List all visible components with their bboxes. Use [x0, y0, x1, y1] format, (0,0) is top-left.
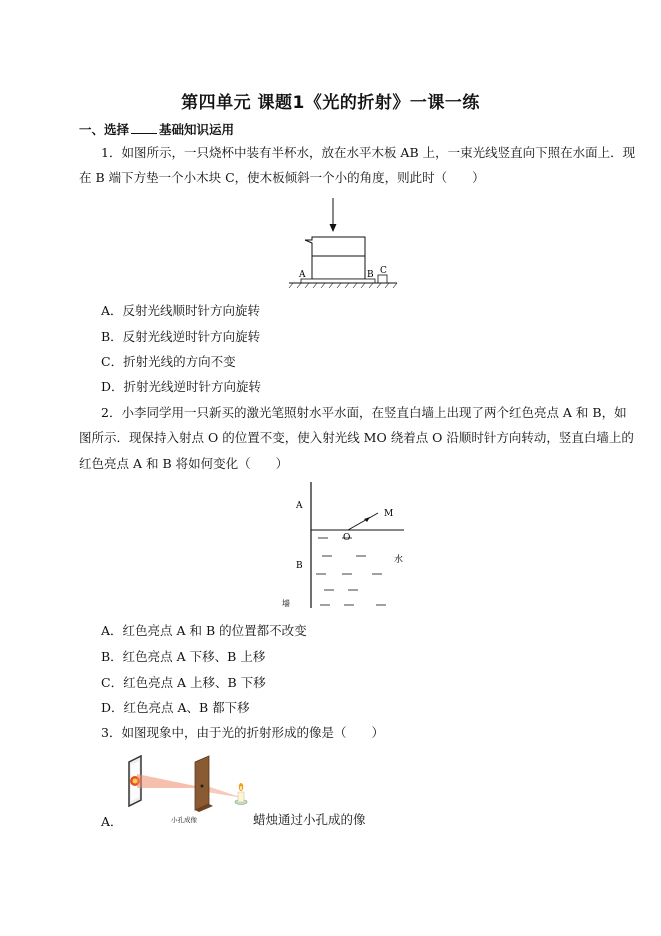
q1-option-d: D．折射光线逆时针方向旋转: [101, 379, 262, 394]
q1-option-b: B．反射光线逆时针方向旋转: [101, 329, 261, 344]
q2-figure-laser: [280, 482, 415, 614]
q1-label-c: C: [380, 266, 387, 276]
pinhole-caption: 小孔成像: [171, 816, 197, 824]
q1-label-b: B: [367, 270, 374, 280]
q2-option-d: D．红色亮点 A、B 都下移: [101, 700, 250, 715]
q2-label-m: M: [384, 509, 394, 519]
q2-label-o: O: [343, 533, 351, 543]
q3-line-1: 3．如图现象中，由于光的折射形成的像是（ ）: [101, 725, 384, 740]
page-title: 第四单元 课题1《光的折射》一课一练: [181, 93, 480, 113]
q2-line-3: 红色亮点 A 和 B 将如何变化（ ）: [79, 456, 289, 471]
q2-option-b: B．红色亮点 A 下移、B 上移: [101, 649, 266, 664]
section-prefix: 一、选择: [79, 122, 130, 137]
section-suffix: 基础知识运用: [159, 122, 235, 137]
q2-label-water: 水: [394, 555, 404, 565]
blank-line: [131, 123, 157, 134]
q1-option-a: A．反射光线顺时针方向旋转: [101, 303, 261, 318]
q1-figure-beaker: [285, 195, 405, 290]
pinhole-camera-figure: [123, 752, 253, 824]
q2-line-2: 图所示．现保持入射点 O 的位置不变，使入射光线 MO 绕着点 O 沿顺时针方向转动，竖直白墙上的: [79, 430, 634, 445]
q1-option-c: C．折射光线的方向不变: [101, 354, 236, 369]
q3-option-a-text: 蜡烛通过小孔成的像: [253, 812, 366, 827]
q1-label-a: A: [299, 270, 306, 280]
section-heading: [79, 120, 234, 138]
q1-line-1: 1．如图所示，一只烧杯中装有半杯水，放在水平木板 AB 上，一束光线竖直向下照在水面上．现: [101, 145, 636, 160]
q2-line-1: 2．小李同学用一只新买的激光笔照射水平水面，在竖直白墙上出现了两个红色亮点 A 和 B，如: [101, 405, 627, 420]
q2-label-wall: 墙: [282, 599, 290, 608]
q2-option-c: C．红色亮点 A 上移、B 下移: [101, 675, 266, 690]
q2-label-b: B: [296, 561, 303, 571]
q1-line-2: 在 B 端下方垫一个小木块 C，使木板倾斜一个小的角度，则此时（ ）: [79, 170, 485, 185]
q2-label-a: A: [296, 501, 303, 511]
q2-option-a: A．红色亮点 A 和 B 的位置都不改变: [101, 623, 307, 638]
q3-option-a-letter: A．: [101, 814, 123, 829]
